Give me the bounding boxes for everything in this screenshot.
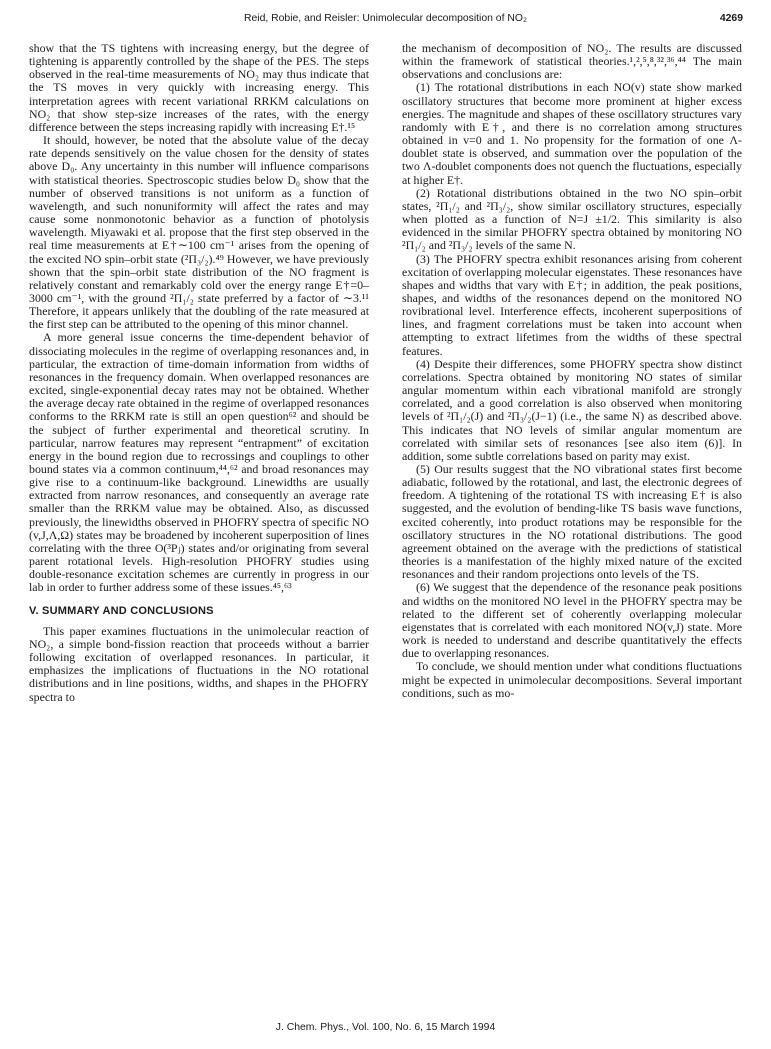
paragraph: To conclude, we should mention under what conditions fluctuations might be expected in unimolecular decompositions. Several important conditions, such as mo- [402,659,742,700]
paragraph: (3) The PHOFRY spectra exhibit resonances arising from coherent excitation of overlapping molecular eigenstates. These resonances have shapes and widths that vary with E†; in addition, the peak positions, shapes, and widths of the resonances depend on the monitored NO rovibrational level. Interference effects, incoherent superpositions of lines, and fragment correlations must be taken into account when attempting to extract lifetimes from the widths of these spectral features. [402,251,742,358]
footer-citation: J. Chem. Phys., Vol. 100, No. 6, 15 March 1994 [275,1022,496,1033]
paragraph: (6) We suggest that the dependence of the resonance peak positions and widths on the monitored NO level in the PHOFRY spectra may be related to the different set of coherently overlapping molecular eigenstates that is correlated with each monitored NO(v,J) state. More work is needed to understand and describe quantitatively the effects due to overlapping resonances. [402,580,742,661]
paragraph: (4) Despite their differences, some PHOFRY spectra show distinct correlations. Spectra obtained by monitoring NO states of similar angular momentum within each vibrational manifold are strongly correlated, and a good correlation is also observed when monitoring levels of ²Π₁/₂(J) and ²Π₃/₂(J−1) (i.e., the same N) as described above. This indicates that NO levels of similar angular momentum are correlated with similar sets of resonances [see also item (6)]. In addition, some subtle correlations based on parity may exist. [402,356,742,463]
paragraph: show that the TS tightens with increasing energy, but the degree of tightening is apparently controlled by the shape of the PES. The steps observed in the real-time measurements of NO₂ may thus indicate that the TS moves in very quickly with increasing energy. This interpretation agrees with recent variational RRKM calculations on NO₂ that show step-size increases of the rates, with the energy difference between the steps increasing rapidly with increasing E†.¹⁵ [29,41,369,134]
right-column [402,42,742,700]
page-number: 4269 [719,13,743,24]
paragraph: A more general issue concerns the time-dependent behavior of dissociating molecules in the regime of overlapping resonances and, in particular, the extraction of time-domain information from widths of resonances in the frequency domain. When overlapped resonances are excited, single-exponential decay rates may not be obtained. Whether the average decay rate obtained in the regime of overlapped resonances conforms to the RRKM rate is still an open question⁶² and should be the subject of further experimental and theoretical scrutiny. In particular, narrow features may represent “entrapment” of excitation energy in the bound region due to recrossings and couplings to other bound states via a common continuum,⁴⁴,⁶² and broad resonances may give rise to a continuum-like background. Linewidths are usually extracted from narrow resonances, and consequently an average rate smaller than the RRKM value may be obtained. Also, as discussed previously, the linewidths observed in PHOFRY spectra of specific NO (v,J,Λ,Ω) states may be broadened by incoherent superposition of lines correlating with the three O(³Pⱼ) states and/or originating from several parent rotational levels. High-resolution PHOFRY studies using double-resonance excitation schemes are currently in progress in our lab in order to further address some of these issues.⁴⁵,⁶³ [29,330,369,595]
paragraph: This paper examines fluctuations in the unimolecular reaction of NO₂, a simple bond-fission reaction that proceeds without a barrier following excitation of overlapped resonances. In particular, it emphasizes the implications of fluctuations in the NO rotational distributions and in line positions, widths, and shapes in the PHOFRY spectra to [29,623,369,704]
paragraph: It should, however, be noted that the absolute value of the decay rate depends sensitively on the value chosen for the density of states above D₀. Any uncertainty in this number will influence comparisons with statistical theories. Spectroscopic studies below D₀ show that the number of observed transitions is not uniform as a function of wavelength, and such nonuniformity will affect the rates and may cause some nonmonotonic behavior as a function of photolysis wavelength. Miyawaki et al. propose that the first step observed in the real time measurements at E†∼100 cm⁻¹ arises from the opening of the excited NO spin–orbit state (²Π₃/₂).⁴⁹ However, we have previously shown that the spin–orbit state distribution of the NO fragment is relatively constant and remarkably cold over the energy range E†=0–3000 cm⁻¹, with the ground ²Π₁/₂ state preferred by a factor of ∼3.¹¹ Therefore, it appears unlikely that the doubling of the rate measured at the first step can be attributed to the opening of this minor channel. [29,133,369,332]
paragraph: (1) The rotational distributions in each NO(v) state show marked oscillatory structures that become more prominent at higher excess energies. The magnitude and shapes of these oscillatory structures vary randomly with E†, and there is no correlation among structures obtained in v=0 and 1. No propensity for the formation of one Λ-doublet state is observed, and summation over the population of the two Λ-doublet components does not quench the fluctuations, especially at higher E†. [402,80,742,187]
section-heading: V. SUMMARY AND CONCLUSIONS [29,604,214,617]
left-column [29,42,369,704]
running-header [28,13,743,29]
paragraph: (2) Rotational distributions obtained in the two NO spin–orbit states, ²Π₁/₂ and ²Π₃/₂, show similar oscillatory structures, especially when plotted as a function of N=J ±1/2. This similarity is also evidenced in the similar PHOFRY spectra obtained by monitoring NO ²Π₁/₂ and ²Π₃/₂ levels of the same N. [402,185,742,253]
running-title: Reid, Robie, and Reisler: Unimolecular decomposition of NO₂ [244,13,527,24]
paragraph: (5) Our results suggest that the NO vibrational states first become adiabatic, followed by the rotational, and last, the electronic degrees of freedom. A tightening of the rotational TS with increasing E† is also suggested, and the evolution of bending-like TS basis wave functions, excited coherently, into product rotations may be responsible for the oscillatory structures in the NO rotational distributions. The good agreement obtained on the average with the predictions of statistical theories is a manifestation of the highly mixed nature of the excited resonances and their random projections onto levels of the TS. [402,462,742,582]
paragraph: the mechanism of decomposition of NO₂. The results are discussed within the framework of statistical theories.¹,²,⁵,⁸,³²,³⁶,⁴⁴ The main observations and conclusions are: [402,41,742,82]
